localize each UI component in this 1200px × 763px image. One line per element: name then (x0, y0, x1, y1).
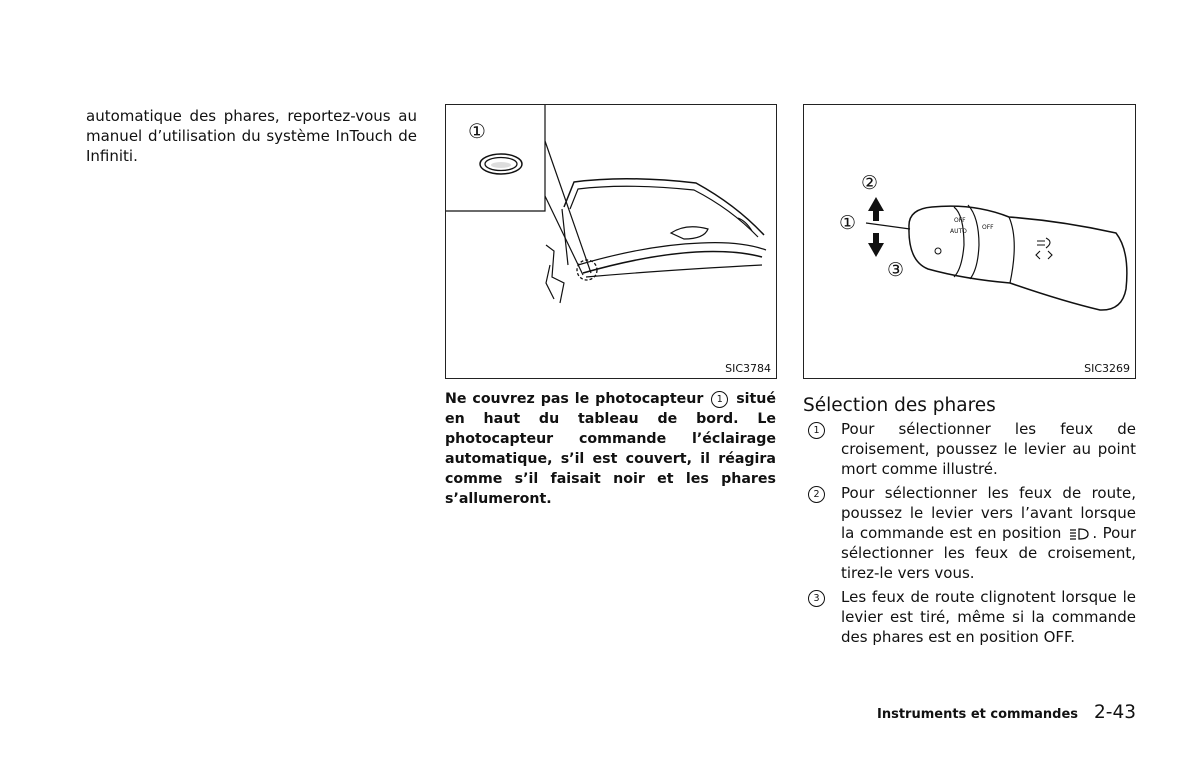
figure2-callout-1: ① (839, 212, 857, 234)
figure2-callout-3: ③ (887, 259, 905, 281)
item-text-before: Pour sélectionner les feux de route, poussez le levier vers l’avant lorsque la commande est en position (841, 484, 1136, 542)
section-title: Sélection des phares (803, 395, 996, 416)
item-marker: 2 (808, 486, 825, 503)
caution-text-after: situé en haut du tableau de bord. Le photocapteur commande l’éclairage automatique, s’il est couvert, il réagira comme s’il faisait noir et les phares s’allumeront. (445, 391, 776, 507)
figure-headlight-lever (803, 104, 1136, 379)
caution-marker: 1 (711, 391, 728, 408)
caution-text (445, 389, 776, 509)
list-item (808, 587, 1136, 647)
caution-text-before: Ne couvrez pas le photocapteur (445, 391, 704, 407)
item-marker: 3 (808, 590, 825, 607)
page-number: 2-43 (1094, 702, 1136, 723)
figure2-code: SIC3269 (1084, 362, 1130, 375)
figure1-callout: ① (468, 119, 486, 143)
footer-section-name: Instruments et commandes (877, 707, 1078, 722)
intro-paragraph: automatique des phares, reportez-vous au manuel d’utilisation du système InTouch de Infiniti. (86, 107, 417, 165)
list-item (808, 419, 1136, 479)
photosensor-illustration (446, 105, 776, 378)
item-marker: 1 (808, 422, 825, 439)
list-item (808, 483, 1136, 583)
page-footer (877, 702, 1136, 723)
high-beam-icon (1069, 528, 1089, 540)
item-text: Les feux de route clignotent lorsque le levier est tiré, même si la commande des phares est en position OFF. (841, 588, 1136, 646)
headlight-selection-list (808, 419, 1136, 651)
item-text (841, 483, 1136, 583)
figure1-code: SIC3784 (725, 362, 771, 375)
figure-photosensor (445, 104, 777, 379)
switch-label-off: OFF (954, 217, 966, 224)
item-text: Pour sélectionner les feux de croisement, poussez le levier au point mort comme illustré. (841, 420, 1136, 478)
item-text-after: . Pour sélectionner les feux de croisement, tirez-le vers vous. (841, 524, 1136, 582)
figure2-callout-2: ② (861, 172, 879, 194)
switch-label-auto: AUTO (950, 228, 967, 235)
headlight-lever-illustration (804, 105, 1135, 378)
switch-label-off-2: OFF (982, 224, 994, 231)
